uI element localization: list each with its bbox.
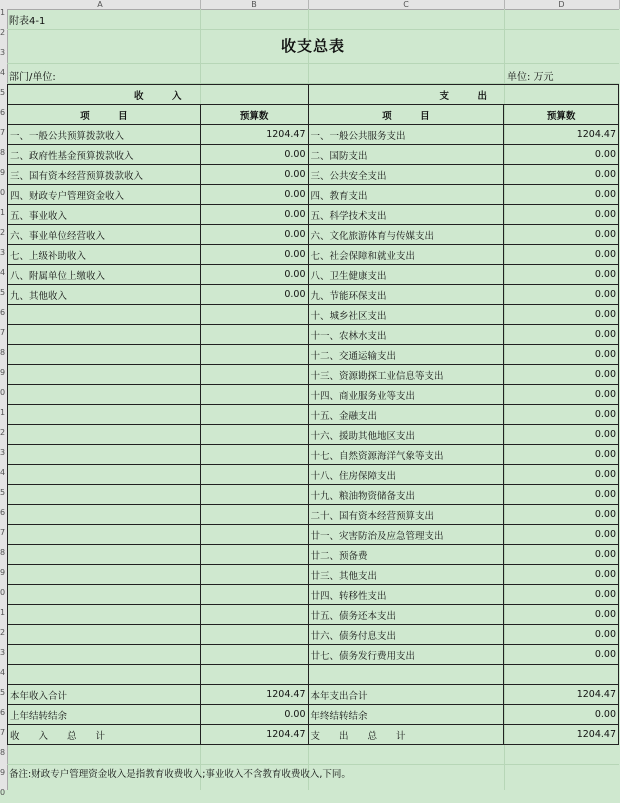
income-item-cell[interactable]: [8, 345, 201, 365]
expense-item-cell[interactable]: [308, 665, 504, 685]
income-item-cell[interactable]: [8, 445, 201, 465]
row-number[interactable]: 2: [0, 228, 6, 237]
expense-budget-cell[interactable]: 0.00: [504, 505, 619, 525]
income-item-cell[interactable]: 九、其他收入: [8, 285, 201, 305]
table-row: [8, 125, 619, 145]
income-budget-cell[interactable]: 0.00: [200, 705, 308, 725]
expense-item-cell[interactable]: 廿五、债务还本支出: [308, 605, 504, 625]
income-budget-cell[interactable]: [200, 545, 308, 565]
table-row: [8, 685, 619, 705]
row-number[interactable]: 0: [0, 788, 6, 797]
expense-item-cell[interactable]: 八、卫生健康支出: [308, 265, 504, 285]
income-item-cell[interactable]: [8, 325, 201, 345]
income-budget-cell[interactable]: 1204.47: [200, 685, 308, 705]
expense-item-cell[interactable]: 十三、资源勘探工业信息等支出: [308, 365, 504, 385]
expense-budget-cell[interactable]: 0.00: [504, 385, 619, 405]
row-number[interactable]: 8: [0, 148, 6, 157]
expense-budget-cell[interactable]: 0.00: [504, 645, 619, 665]
income-item-cell[interactable]: 一、一般公共预算拨款收入: [8, 125, 201, 145]
row-number[interactable]: 3: [0, 248, 6, 257]
expense-budget-cell[interactable]: 0.00: [504, 165, 619, 185]
income-budget-cell[interactable]: [200, 465, 308, 485]
row-number[interactable]: 6: [0, 308, 6, 317]
income-budget-cell[interactable]: [200, 485, 308, 505]
expense-budget-cell[interactable]: 0.00: [504, 425, 619, 445]
table-row: [8, 405, 619, 425]
row-number[interactable]: 5: [0, 288, 6, 297]
income-budget-cell[interactable]: [200, 585, 308, 605]
expense-budget-cell[interactable]: 0.00: [504, 445, 619, 465]
income-budget-cell[interactable]: 0.00: [200, 245, 308, 265]
table-row: [8, 565, 619, 585]
income-budget-cell[interactable]: 0.00: [200, 145, 308, 165]
income-budget-cell[interactable]: [200, 665, 308, 685]
expense-budget-cell[interactable]: 0.00: [504, 365, 619, 385]
row-number[interactable]: 0: [0, 588, 6, 597]
expense-budget-cell[interactable]: 0.00: [504, 405, 619, 425]
expense-item-cell[interactable]: 十四、商业服务业等支出: [308, 385, 504, 405]
table-row: [8, 425, 619, 445]
income-item-cell[interactable]: 二、政府性基金预算拨款收入: [8, 145, 201, 165]
column-header-bar: [0, 0, 619, 10]
expense-item-header[interactable]: 项 目: [308, 105, 504, 125]
income-item-cell[interactable]: [8, 565, 201, 585]
table-row: [8, 245, 619, 265]
table-row: [8, 545, 619, 565]
row-number[interactable]: 5: [0, 688, 6, 697]
income-budget-cell[interactable]: [200, 385, 308, 405]
expense-budget-cell[interactable]: 0.00: [504, 545, 619, 565]
income-item-cell[interactable]: [8, 625, 201, 645]
row-number[interactable]: 9: [0, 568, 6, 577]
expense-budget-cell[interactable]: 0.00: [504, 625, 619, 645]
row-number[interactable]: 0: [0, 388, 6, 397]
row-number[interactable]: 3: [0, 648, 6, 657]
expense-budget-header[interactable]: 预算数: [504, 105, 619, 125]
expense-item-cell[interactable]: 十五、金融支出: [308, 405, 504, 425]
expense-item-cell[interactable]: 廿三、其他支出: [308, 565, 504, 585]
income-item-cell[interactable]: [8, 665, 201, 685]
income-item-cell[interactable]: 七、上级补助收入: [8, 245, 201, 265]
row-number[interactable]: 2: [0, 628, 6, 637]
expense-budget-cell[interactable]: 1204.47: [504, 125, 619, 145]
expense-budget-cell[interactable]: 0.00: [504, 285, 619, 305]
row-number[interactable]: 9: [0, 368, 6, 377]
expense-budget-cell[interactable]: 0.00: [504, 265, 619, 285]
row-number[interactable]: 4: [0, 68, 6, 77]
income-budget-header[interactable]: 预算数: [200, 105, 308, 125]
income-budget-cell[interactable]: 0.00: [200, 165, 308, 185]
expense-budget-cell[interactable]: 0.00: [504, 245, 619, 265]
table-row: [8, 145, 619, 165]
table-row: [8, 445, 619, 465]
table-row: [8, 625, 619, 645]
expense-item-cell[interactable]: 十九、粮油物资储备支出: [308, 485, 504, 505]
table-row: [8, 705, 619, 725]
column-label-row: [8, 105, 619, 125]
income-budget-cell[interactable]: [200, 625, 308, 645]
dept-label: 部门/单位:: [9, 72, 56, 83]
expense-budget-cell[interactable]: 0.00: [504, 205, 619, 225]
expense-item-cell[interactable]: 九、节能环保支出: [308, 285, 504, 305]
table-row: [8, 385, 619, 405]
expense-budget-cell[interactable]: 0.00: [504, 325, 619, 345]
expense-budget-cell[interactable]: 0.00: [504, 485, 619, 505]
income-item-cell[interactable]: 上年结转结余: [8, 705, 201, 725]
income-item-cell[interactable]: [8, 605, 201, 625]
income-item-header[interactable]: 项 目: [8, 105, 201, 125]
expense-item-cell[interactable]: 支 出 总 计: [308, 725, 504, 745]
expense-budget-cell[interactable]: 0.00: [504, 705, 619, 725]
row-number[interactable]: 4: [0, 668, 6, 677]
table-row: [8, 325, 619, 345]
expense-budget-cell[interactable]: 0.00: [504, 565, 619, 585]
income-item-cell[interactable]: [8, 365, 201, 385]
income-budget-cell[interactable]: [200, 605, 308, 625]
income-budget-cell[interactable]: 0.00: [200, 185, 308, 205]
expense-item-cell[interactable]: 十六、援助其他地区支出: [308, 425, 504, 445]
row-number[interactable]: 3: [0, 48, 6, 57]
expense-item-cell[interactable]: 十、城乡社区支出: [308, 305, 504, 325]
expense-budget-cell[interactable]: [504, 665, 619, 685]
income-budget-cell[interactable]: [200, 505, 308, 525]
table-row: [8, 525, 619, 545]
income-budget-cell[interactable]: [200, 305, 308, 325]
income-item-cell[interactable]: [8, 645, 201, 665]
expense-item-cell[interactable]: 廿二、预备费: [308, 545, 504, 565]
income-budget-cell[interactable]: [200, 325, 308, 345]
income-budget-cell[interactable]: 0.00: [200, 205, 308, 225]
table-row: [8, 165, 619, 185]
income-budget-cell[interactable]: [200, 565, 308, 585]
expense-budget-cell[interactable]: 0.00: [504, 345, 619, 365]
income-budget-cell[interactable]: 1204.47: [200, 725, 308, 745]
row-number[interactable]: 4: [0, 468, 6, 477]
expense-item-cell[interactable]: 廿四、转移性支出: [308, 585, 504, 605]
income-budget-cell[interactable]: [200, 425, 308, 445]
expense-item-cell[interactable]: 廿一、灾害防治及应急管理支出: [308, 525, 504, 545]
expense-budget-cell[interactable]: 0.00: [504, 225, 619, 245]
row-number[interactable]: 9: [0, 168, 6, 177]
expense-item-cell[interactable]: 四、教育支出: [308, 185, 504, 205]
section-header-row: [8, 85, 619, 105]
expense-budget-cell[interactable]: 0.00: [504, 465, 619, 485]
expense-item-cell[interactable]: 十一、农林水支出: [308, 325, 504, 345]
income-budget-cell[interactable]: 0.00: [200, 265, 308, 285]
expense-item-cell[interactable]: 三、公共安全支出: [308, 165, 504, 185]
row-number[interactable]: 8: [0, 348, 6, 357]
column-header-a[interactable]: A: [0, 0, 201, 9]
expense-item-cell[interactable]: 廿七、债务发行费用支出: [308, 645, 504, 665]
expense-item-cell[interactable]: 一、一般公共服务支出: [308, 125, 504, 145]
income-item-cell[interactable]: 六、事业单位经营收入: [8, 225, 201, 245]
income-item-cell[interactable]: 八、附属单位上缴收入: [8, 265, 201, 285]
table-row: [8, 205, 619, 225]
table-row: [8, 345, 619, 365]
row-number[interactable]: 3: [0, 448, 6, 457]
row-number[interactable]: 6: [0, 108, 6, 117]
expense-item-cell[interactable]: 廿六、债务付息支出: [308, 625, 504, 645]
income-budget-cell[interactable]: [200, 345, 308, 365]
sheet-label: 附表4-1: [9, 16, 46, 27]
income-expense-table: [7, 84, 619, 745]
page-title: 收支总表: [280, 37, 345, 55]
income-item-cell[interactable]: [8, 545, 201, 565]
income-budget-cell[interactable]: [200, 525, 308, 545]
expense-item-cell[interactable]: 本年支出合计: [308, 685, 504, 705]
income-item-cell[interactable]: [8, 485, 201, 505]
row-number[interactable]: 7: [0, 528, 6, 537]
income-item-cell[interactable]: 收 入 总 计: [8, 725, 201, 745]
expense-item-cell[interactable]: 七、社会保障和就业支出: [308, 245, 504, 265]
table-row: [8, 505, 619, 525]
section-expense-header[interactable]: 支 出: [308, 85, 619, 105]
column-header-d[interactable]: D: [504, 0, 620, 9]
table-row: [8, 265, 619, 285]
footnote: 备注:财政专户管理资金收入是指教育收费收入;事业收入不含教育收费收入,下同。: [9, 769, 351, 780]
expense-budget-cell[interactable]: 0.00: [504, 605, 619, 625]
row-number[interactable]: 8: [0, 748, 6, 757]
expense-budget-cell[interactable]: 1204.47: [504, 725, 619, 745]
row-number[interactable]: 6: [0, 708, 6, 717]
income-budget-cell[interactable]: 0.00: [200, 225, 308, 245]
expense-item-cell[interactable]: 十七、自然资源海洋气象等支出: [308, 445, 504, 465]
expense-budget-cell[interactable]: 0.00: [504, 145, 619, 165]
table-row: [8, 665, 619, 685]
row-number[interactable]: 5: [0, 488, 6, 497]
income-budget-cell[interactable]: 1204.47: [200, 125, 308, 145]
expense-item-cell[interactable]: 二、国防支出: [308, 145, 504, 165]
row-number[interactable]: 1: [0, 208, 6, 217]
row-number[interactable]: 7: [0, 728, 6, 737]
expense-item-cell[interactable]: 二十、国有资本经营预算支出: [308, 505, 504, 525]
row-number[interactable]: 7: [0, 128, 6, 137]
expense-budget-cell[interactable]: 0.00: [504, 305, 619, 325]
income-item-cell[interactable]: [8, 585, 201, 605]
income-item-cell[interactable]: [8, 405, 201, 425]
row-number[interactable]: 2: [0, 28, 6, 37]
income-item-cell[interactable]: [8, 385, 201, 405]
column-header-c[interactable]: C: [308, 0, 505, 9]
column-header-b[interactable]: B: [200, 0, 309, 9]
income-item-cell[interactable]: 三、国有资本经营预算拨款收入: [8, 165, 201, 185]
income-budget-cell[interactable]: 0.00: [200, 285, 308, 305]
income-budget-cell[interactable]: [200, 445, 308, 465]
expense-budget-cell[interactable]: 0.00: [504, 585, 619, 605]
table-row: [8, 285, 619, 305]
row-number[interactable]: 0: [0, 188, 6, 197]
income-item-cell[interactable]: [8, 425, 201, 445]
table-row: [8, 605, 619, 625]
table-row: [8, 185, 619, 205]
income-item-cell[interactable]: [8, 305, 201, 325]
income-item-cell[interactable]: 四、财政专户管理资金收入: [8, 185, 201, 205]
expense-budget-cell[interactable]: 1204.47: [504, 685, 619, 705]
expense-item-cell[interactable]: 年终结转结余: [308, 705, 504, 725]
table-row: [8, 225, 619, 245]
table-row: [8, 305, 619, 325]
row-number[interactable]: 1: [0, 408, 6, 417]
expense-item-cell[interactable]: 五、科学技术支出: [308, 205, 504, 225]
expense-item-cell[interactable]: 十八、住房保障支出: [308, 465, 504, 485]
income-item-cell[interactable]: [8, 525, 201, 545]
expense-budget-cell[interactable]: 0.00: [504, 185, 619, 205]
table-row: [8, 465, 619, 485]
income-item-cell[interactable]: 五、事业收入: [8, 205, 201, 225]
row-number[interactable]: 2: [0, 428, 6, 437]
table-row: [8, 725, 619, 745]
income-item-cell[interactable]: 本年收入合计: [8, 685, 201, 705]
expense-item-cell[interactable]: 六、文化旅游体育与传媒支出: [308, 225, 504, 245]
table-row: [8, 585, 619, 605]
row-number[interactable]: 1: [0, 8, 6, 17]
income-budget-cell[interactable]: [200, 405, 308, 425]
expense-item-cell[interactable]: 十二、交通运输支出: [308, 345, 504, 365]
table-row: [8, 645, 619, 665]
income-budget-cell[interactable]: [200, 645, 308, 665]
row-number[interactable]: 1: [0, 608, 6, 617]
row-number[interactable]: 4: [0, 268, 6, 277]
row-number[interactable]: 7: [0, 328, 6, 337]
income-item-cell[interactable]: [8, 505, 201, 525]
income-item-cell[interactable]: [8, 465, 201, 485]
row-number[interactable]: 9: [0, 768, 6, 777]
unit-label: 单位: 万元: [507, 72, 554, 83]
row-number[interactable]: 5: [0, 88, 6, 97]
section-income-header[interactable]: 收 入: [8, 85, 309, 105]
expense-budget-cell[interactable]: 0.00: [504, 525, 619, 545]
row-number[interactable]: 6: [0, 508, 6, 517]
table-row: [8, 365, 619, 385]
table-row: [8, 485, 619, 505]
income-budget-cell[interactable]: [200, 365, 308, 385]
row-number[interactable]: 8: [0, 548, 6, 557]
